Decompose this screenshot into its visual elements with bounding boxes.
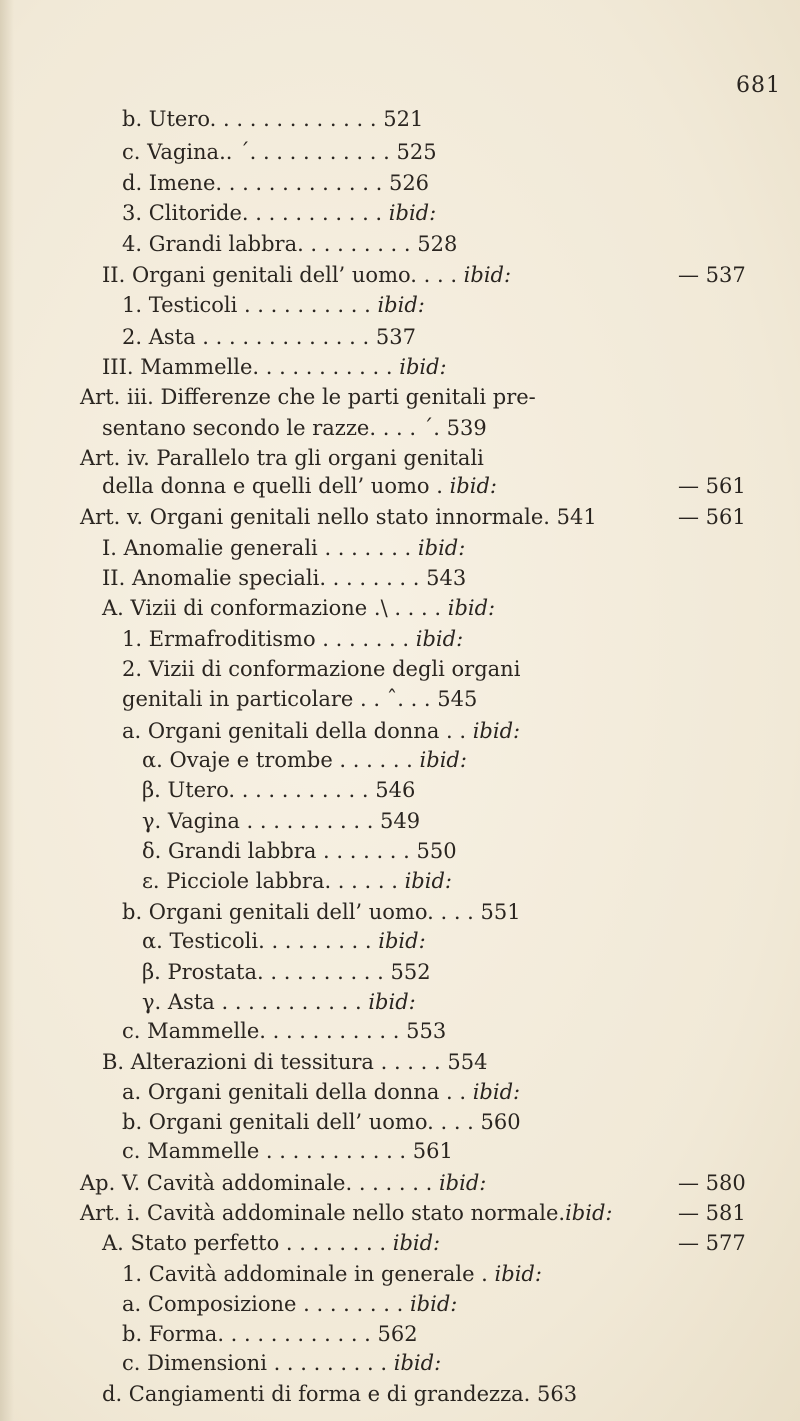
- margin-page-note: — 577: [678, 1231, 746, 1255]
- toc-entry-page: ibid:: [438, 1171, 487, 1195]
- toc-entry: [122, 897, 521, 927]
- toc-entry-page: 550: [416, 839, 457, 863]
- margin-page-note: — 580: [678, 1171, 746, 1195]
- toc-entry-page: ibid:: [447, 596, 496, 620]
- toc-entry-title: Art. v. Organi genitali nello stato innormale.: [80, 505, 557, 529]
- toc-entry-page: 549: [380, 809, 421, 833]
- toc-entry: [102, 260, 511, 290]
- toc-entry-title: β. Utero. . . . . . . . . . .: [142, 778, 376, 802]
- toc-entry-page: ibid:: [409, 1292, 458, 1316]
- toc-entry-page: ibid:: [368, 990, 416, 1014]
- toc-entry-page: 552: [390, 960, 431, 984]
- toc-entry-title: b. Forma. . . . . . . . . . . .: [122, 1322, 378, 1346]
- toc-entry-page: ibid:: [449, 474, 497, 498]
- toc-entry-page: ibid:: [472, 1080, 521, 1104]
- toc-entry: [142, 987, 416, 1017]
- toc-entry-page: 543: [426, 566, 467, 590]
- toc-entry-page: 521: [383, 107, 424, 131]
- toc-entry: [142, 836, 457, 866]
- toc-entry-title: 1. Cavità addominale in generale .: [122, 1262, 495, 1286]
- toc-entry-title: A. Stato perfetto . . . . . . . .: [102, 1231, 393, 1255]
- toc-entry-page: 541: [556, 505, 597, 529]
- toc-entry: [142, 957, 431, 987]
- toc-entry-page: ibid:: [417, 536, 466, 560]
- toc-entry-title: c. Mammelle. . . . . . . . . . .: [122, 1019, 407, 1043]
- toc-entry-page: ibid:: [404, 869, 452, 893]
- toc-entry: [122, 1289, 457, 1319]
- toc-entry-title: genitali in particolare . . ˆ. . .: [122, 687, 438, 711]
- toc-entry-title: 2. Vizii di conformazione degli organi: [122, 657, 521, 681]
- toc-entry-page: 553: [406, 1019, 447, 1043]
- toc-entry: [102, 413, 487, 443]
- toc-entry: [122, 684, 477, 714]
- toc-entry-title: d. Cangiamenti di forma e di grandezza.: [102, 1382, 538, 1406]
- toc-entry-title: c. Vagina.. ´. . . . . . . . . . .: [122, 140, 397, 164]
- toc-entry-title: Art. iv. Parallelo tra gli organi genitali: [80, 446, 484, 470]
- toc-entry-title: III. Mammelle. . . . . . . . . . .: [102, 355, 400, 379]
- toc-entry: [122, 1348, 441, 1378]
- toc-entry: [102, 533, 465, 563]
- toc-entry: [80, 382, 536, 412]
- toc-entry-page: ibid:: [392, 1231, 441, 1255]
- toc-entry-page: ibid:: [378, 929, 426, 953]
- toc-entry-title: ε. Picciole labbra. . . . . .: [142, 869, 405, 893]
- toc-entry-page: ibid:: [472, 719, 521, 743]
- toc-entry: [102, 352, 447, 382]
- toc-entry: [122, 1107, 521, 1137]
- toc-entry: [80, 1198, 612, 1228]
- toc-entry-title: a. Organi genitali della donna . .: [122, 1080, 473, 1104]
- toc-entry-title: Art. iii. Differenze che le parti genitali pre-: [80, 385, 536, 409]
- toc-entry: [122, 716, 520, 746]
- margin-page-note: — 581: [678, 1201, 746, 1225]
- toc-entry-page: ibid:: [399, 355, 447, 379]
- toc-entry-title: 1. Testicoli . . . . . . . . . .: [122, 293, 378, 317]
- toc-entry-title: B. Alterazioni di tessitura . . . . .: [102, 1050, 448, 1074]
- margin-page-note: — 561: [678, 505, 746, 529]
- toc-entry-page: 528: [417, 232, 458, 256]
- toc-entry-title: 4. Grandi labbra. . . . . . . . .: [122, 232, 418, 256]
- toc-entry: [102, 1047, 487, 1077]
- toc-entry: [122, 137, 437, 167]
- toc-entry-page: 561: [412, 1139, 453, 1163]
- toc-entry: [102, 1379, 577, 1409]
- toc-entry-page: 525: [396, 140, 437, 164]
- toc-entry-title: α. Testicoli. . . . . . . . .: [142, 929, 379, 953]
- margin-page-note: — 537: [678, 263, 746, 287]
- toc-entry-title: II. Anomalie speciali. . . . . . . .: [102, 566, 427, 590]
- toc-entry-page: ibid:: [377, 293, 425, 317]
- toc-entry-title: 2. Asta . . . . . . . . . . . . .: [122, 325, 376, 349]
- page-number: 681: [736, 73, 781, 98]
- toc-entry-page: 562: [377, 1322, 418, 1346]
- toc-entry: [80, 1168, 486, 1198]
- toc-entry: [122, 290, 425, 320]
- toc-entry-page: 560: [480, 1110, 521, 1134]
- toc-entry: [122, 198, 436, 228]
- toc-entry-page: 545: [437, 687, 478, 711]
- toc-entry-title: I. Anomalie generali . . . . . . .: [102, 536, 418, 560]
- toc-entry-title: δ. Grandi labbra . . . . . . .: [142, 839, 417, 863]
- toc-entry: [142, 866, 452, 896]
- toc-entry-title: b. Utero. . . . . . . . . . . . .: [122, 107, 384, 131]
- toc-entry: [142, 926, 426, 956]
- toc-entry: [122, 624, 463, 654]
- toc-entry-title: d. Imene. . . . . . . . . . . . .: [122, 171, 389, 195]
- toc-entry-title: γ. Asta . . . . . . . . . . .: [142, 990, 369, 1014]
- page-edge-shadow: [0, 0, 14, 1421]
- toc-entry-page: 554: [447, 1050, 488, 1074]
- toc-entry: [142, 775, 415, 805]
- toc-entry: [122, 654, 520, 684]
- toc-entry-title: sentano secondo le razze. . . . ´.: [102, 416, 447, 440]
- toc-entry-page: 546: [375, 778, 416, 802]
- toc-entry-title: α. Ovaje e trombe . . . . . .: [142, 748, 420, 772]
- toc-entry-title: γ. Vagina . . . . . . . . . .: [142, 809, 381, 833]
- toc-entry: [80, 502, 597, 532]
- toc-entry-page: 539: [446, 416, 487, 440]
- toc-entry-page: ibid:: [565, 1201, 613, 1225]
- toc-entry-title: Ap. V. Cavità addominale. . . . . . .: [80, 1171, 439, 1195]
- toc-entry-title: 3. Clitoride. . . . . . . . . . .: [122, 201, 389, 225]
- toc-entry: [122, 1077, 520, 1107]
- toc-entry-page: 551: [480, 900, 521, 924]
- toc-entry-page: ibid:: [463, 263, 512, 287]
- toc-entry-page: ibid:: [388, 201, 437, 225]
- toc-entry-page: ibid:: [415, 627, 464, 651]
- toc-entry-title: a. Composizione . . . . . . . .: [122, 1292, 410, 1316]
- toc-entry-title: A. Vizii di conformazione .\ . . . .: [102, 596, 448, 620]
- toc-entry: [102, 563, 466, 593]
- toc-entry: [122, 1136, 453, 1166]
- toc-entry-title: II. Organi genitali dell’ uomo. . . .: [102, 263, 464, 287]
- toc-entry-title: b. Organi genitali dell’ uomo. . . .: [122, 900, 481, 924]
- toc-entry-page: 563: [537, 1382, 578, 1406]
- toc-entry: [122, 322, 416, 352]
- toc-entry-title: c. Dimensioni . . . . . . . . .: [122, 1351, 394, 1375]
- toc-entry: [80, 443, 484, 473]
- toc-entry-title: a. Organi genitali della donna . .: [122, 719, 473, 743]
- toc-entry-title: 1. Ermafroditismo . . . . . . .: [122, 627, 416, 651]
- toc-entry-title: Art. i. Cavità addominale nello stato normale.: [80, 1201, 566, 1225]
- toc-entry: [142, 745, 467, 775]
- toc-entry: [102, 593, 495, 623]
- toc-entry-title: β. Prostata. . . . . . . . . .: [142, 960, 391, 984]
- toc-entry-title: della donna e quelli dell’ uomo .: [102, 474, 450, 498]
- toc-entry-page: ibid:: [393, 1351, 442, 1375]
- toc-entry-page: 537: [375, 325, 416, 349]
- toc-entry: [102, 1228, 440, 1258]
- toc-entry: [102, 471, 497, 501]
- toc-entry: [122, 229, 457, 259]
- toc-entry: [142, 806, 420, 836]
- toc-entry: [122, 1319, 418, 1349]
- toc-entry-title: c. Mammelle . . . . . . . . . . .: [122, 1139, 413, 1163]
- toc-entry-page: 526: [388, 171, 430, 195]
- toc-entry: [122, 168, 429, 198]
- margin-page-note: — 561: [678, 474, 746, 498]
- toc-entry-page: ibid:: [419, 748, 467, 772]
- toc-entry-title: b. Organi genitali dell’ uomo. . . .: [122, 1110, 481, 1134]
- toc-entry: [122, 1259, 542, 1289]
- toc-entry: [122, 104, 423, 134]
- toc-entry-page: ibid:: [494, 1262, 542, 1286]
- toc-entry: [122, 1016, 446, 1046]
